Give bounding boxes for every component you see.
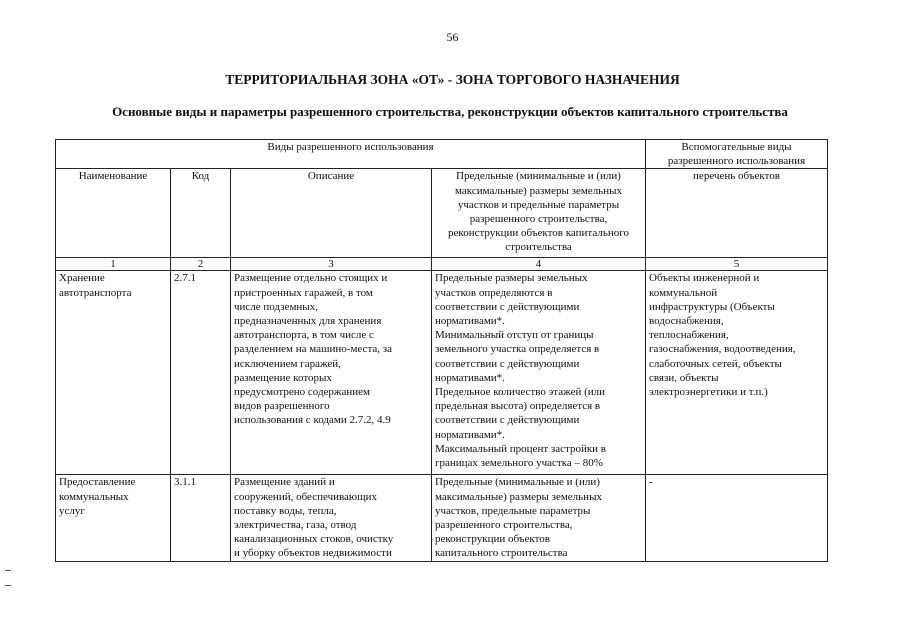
zoning-table — [55, 139, 828, 562]
aux-objects: Объекты инженерной и коммунальной инфраструктуры (Объекты водоснабжения, теплоснабжения, газоснабжения, водоотведения, слаботочных сетей, объекты связи, объекты электроэнергетики и т.п.) — [646, 271, 828, 475]
header-description: Описание — [231, 169, 432, 258]
column-number-row — [56, 258, 828, 271]
scan-margin-mark — [5, 570, 11, 586]
use-description: Размещение зданий и сооружений, обеспечивающих поставку воды, тепла, электричества, газа, отвод канализационных стоков, очистку и уборку объектов недвижимости — [231, 475, 432, 561]
use-params: Предельные размеры земельных участков определяются в соответствии с действующими нормативами*. Минимальный отступ от границы земельного участка определяется в соответствии с действующими нормативами*. Предельное количество этажей (или предельная высота) определяется в соответствии с действующими нормативами*. Максимальный процент застройки в границах земельного участка – 80% — [432, 271, 646, 475]
page-number: 56 — [446, 30, 459, 44]
zone-title: ТЕРРИТОРИАЛЬНАЯ ЗОНА «ОТ» - ЗОНА ТОРГОВОГО НАЗНАЧЕНИЯ — [225, 72, 680, 87]
use-params: Предельные (минимальные и (или) максимальные) размеры земельных участков, предельные параметры разрешенного строительства, реконструкции объектов капитального строительства — [432, 475, 646, 561]
header-main-uses: Виды разрешенного использования — [56, 140, 646, 169]
header-objects: перечень объектов — [646, 169, 828, 258]
aux-objects: - — [646, 475, 828, 561]
use-description: Размещение отдельно стоящих и пристроенных гаражей, в том числе подземных, предназначенных для хранения автотранспорта, в том числе с разделением на машино-места, за исключением гаражей, размещение которых предусмотрено содержанием видов разрешенного использования с кодами 2.7.2, 4.9 — [231, 271, 432, 475]
header-row-columns — [56, 169, 828, 258]
table-row — [56, 271, 828, 475]
header-name: Наименование — [56, 169, 171, 258]
table-title: Основные виды и параметры разрешенного строительства, реконструкции объектов капитального строительства — [112, 104, 788, 119]
use-name: Предоставление коммунальных услуг — [56, 475, 171, 561]
column-number: 3 — [231, 258, 432, 271]
table-row — [56, 475, 828, 561]
column-number: 4 — [432, 258, 646, 271]
header-row-groups — [56, 140, 828, 169]
column-number: 1 — [56, 258, 171, 271]
column-number: 2 — [171, 258, 231, 271]
header-aux-uses: Вспомогательные виды разрешенного использования — [646, 140, 828, 169]
use-name: Хранение автотранспорта — [56, 271, 171, 475]
header-params: Предельные (минимальные и (или) максимальные) размеры земельных участков и предельные параметры разрешенного строительства, реконструкции объектов капитального строительства — [432, 169, 646, 258]
use-code: 3.1.1 — [171, 475, 231, 561]
column-number: 5 — [646, 258, 828, 271]
header-code: Код — [171, 169, 231, 258]
use-code: 2.7.1 — [171, 271, 231, 475]
